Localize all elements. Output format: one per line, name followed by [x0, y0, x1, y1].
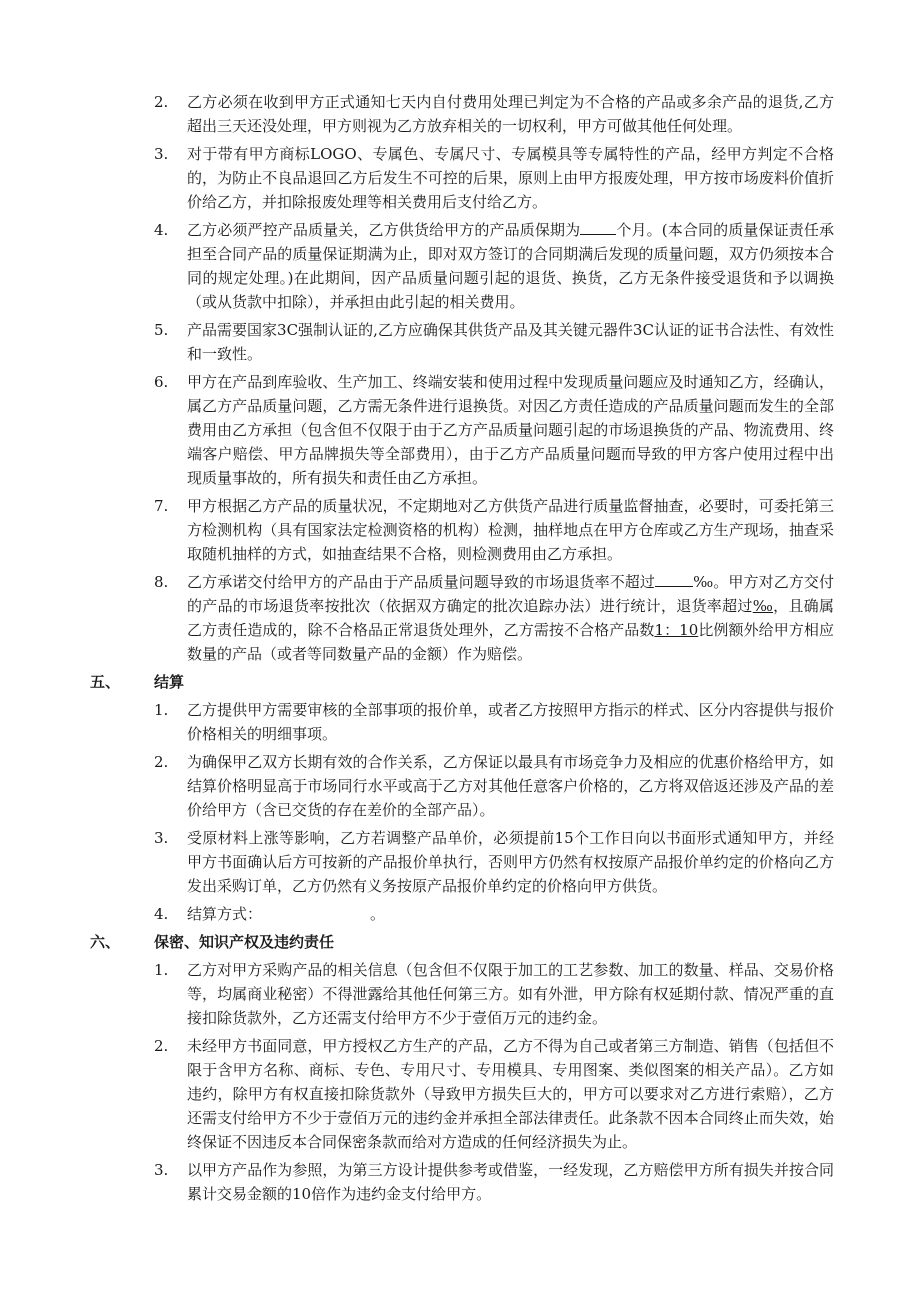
- clause-text: [187, 218, 834, 314]
- clause-number: 7.: [154, 497, 169, 515]
- warranty-months-blank: [580, 218, 616, 235]
- contract-page: [0, 90, 920, 1210]
- clause-confidentiality-3: [154, 1158, 834, 1206]
- clause-settlement-2: [154, 750, 834, 822]
- clause-text-part: ，且确属乙方责任造成的，除不合格品正常退货处理外，乙方需按不合格产品数: [187, 597, 834, 639]
- clause-text-part: ‰。甲方对乙方交付的产品的市场退货率按批次（依据双方确定的批次追踪办法）进行统计，退货率超过: [187, 573, 834, 615]
- clause-text: 为确保甲乙双方长期有效的合作关系，乙方保证以最具有市场竞争力及相应的优惠价格给甲方，如结算价格明显高于市场同行水平或高于乙方对其他任意客户价格的，乙方将双倍返还涉及产品的差价给甲方（含已交货的存在差价的全部产品）。: [187, 753, 834, 819]
- clause-text: 对于带有甲方商标LOGO、专属色、专属尺寸、专属模具等专属特性的产品，经甲方判定不合格的，为防止不良品退回乙方后发生不可控的后果，原则上由甲方报废处理，甲方按市场废料价值折价给乙方，并扣除报废处理等相关费用后支付给乙方。: [187, 145, 834, 211]
- clause-quality-3: [154, 142, 834, 214]
- clause-text: 以甲方产品作为参照，为第三方设计提供参考或借鉴，一经发现，乙方赔偿甲方所有损失并按合同累计交易金额的10倍作为违约金支付给甲方。: [187, 1161, 834, 1203]
- section-number: 六、: [90, 933, 121, 951]
- clause-number: 2.: [154, 753, 169, 771]
- clause-number: 3.: [154, 145, 169, 163]
- clause-number: 1.: [154, 701, 169, 719]
- clause-settlement-3: [154, 826, 834, 898]
- clause-number: 6.: [154, 373, 169, 391]
- clause-text-part: 个月。(本合同的质量保证责任承担至合同产品的质量保证期满为止，即对双方签订的合同期满后发现的质量问题，双方仍须按本合同的规定处理。)在此期间，因产品质量问题引起的退货、换货，乙方无条件接受退货和予以调换（或从货款中扣除），并承担由此引起的相关费用。: [187, 221, 834, 311]
- clause-text: 未经甲方书面同意，甲方授权乙方生产的产品，乙方不得为自己或者第三方制造、销售（包括但不限于含甲方名称、商标、专色、专用尺寸、专用模具、专用图案、类似图案的相关产品）。乙方如违约，除甲方有权直接扣除货款外（导致甲方损失巨大的，甲方可以要求对乙方进行索赔），乙方还需支付给甲方不少于壹佰万元的违约金并承担全部法律责任。此条款不因本合同终止而失效，始终保证不因违反本合同保密条款而给对方造成的任何经济损失为止。: [187, 1037, 834, 1151]
- clause-quality-5: [154, 318, 834, 366]
- clause-confidentiality-2: [154, 1034, 834, 1154]
- section-heading-confidentiality: [0, 930, 920, 954]
- section-title: 保密、知识产权及违约责任: [154, 933, 335, 951]
- clause-text-part: 。: [370, 905, 386, 923]
- clause-text: 乙方对甲方采购产品的相关信息（包含但不仅限于加工的工艺参数、加工的数量、样品、交易价格等，均属商业秘密）不得泄露给其他任何第三方。如有外泄，甲方除有权延期付款、情况严重的直接扣除货款外，乙方还需支付给甲方不少于壹佰万元的违约金。: [187, 961, 834, 1027]
- clause-number: 2.: [154, 1037, 169, 1055]
- section-title: 结算: [154, 673, 185, 691]
- clause-text: 受原材料上涨等影响，乙方若调整产品单价，必须提前15个工作日向以书面形式通知甲方，并经甲方书面确认后方可按新的产品报价单执行，否则甲方仍然有权按原产品报价单约定的价格向乙方发出采购订单，乙方仍然有义务按原产品报价单约定的价格向甲方供货。: [187, 829, 834, 895]
- clause-text: [187, 902, 834, 926]
- clause-number: 5.: [154, 321, 169, 339]
- clause-number: 1.: [154, 961, 169, 979]
- clause-quality-2: [154, 90, 834, 138]
- clause-quality-4: [154, 218, 834, 314]
- clause-settlement-4: [154, 902, 834, 926]
- clause-text: 产品需要国家3C强制认证的,乙方应确保其供货产品及其关键元器件3C认证的证书合法性、有效性和一致性。: [187, 321, 834, 363]
- clause-quality-6: [154, 370, 834, 490]
- clause-confidentiality-1: [154, 958, 834, 1030]
- clause-number: 3.: [154, 1161, 169, 1179]
- clause-text: 甲方根据乙方产品的质量状况，不定期地对乙方供货产品进行质量监督抽查，必要时，可委托第三方检测机构（具有国家法定检测资格的机构）检测，抽样地点在甲方仓库或乙方生产现场，抽查采取随机抽样的方式，如抽查结果不合格，则检测费用由乙方承担。: [187, 497, 834, 563]
- compensation-ratio: 1：10: [654, 621, 699, 639]
- clause-number: 4.: [154, 905, 169, 923]
- clause-quality-8: [154, 570, 834, 666]
- clause-quality-7: [154, 494, 834, 566]
- clause-text-part: 乙方必须严控产品质量关，乙方供货给甲方的产品质保期为: [187, 221, 581, 239]
- clause-text: 乙方提供甲方需要审核的全部事项的报价单，或者乙方按照甲方指示的样式、区分内容提供与报价价格相关的明细事项。: [187, 701, 834, 743]
- return-rate-blank: [655, 570, 693, 587]
- clause-number: 3.: [154, 829, 169, 847]
- clause-text: 甲方在产品到库验收、生产加工、终端安装和使用过程中发现质量问题应及时通知乙方，经确认，属乙方产品质量问题，乙方需无条件进行退换货。对因乙方责任造成的产品质量问题而发生的全部费用由乙方承担（包含但不仅限于由于乙方产品质量问题引起的市场退换货的产品、物流费用、终端客户赔偿、甲方品牌损失等全部费用），由于乙方产品质量问题而导致的甲方客户使用过程中出现质量事故的，所有损失和责任由乙方承担。: [187, 373, 834, 487]
- clause-text-part: 结算方式：: [187, 905, 263, 923]
- section-number: 五、: [90, 673, 121, 691]
- clause-settlement-1: [154, 698, 834, 746]
- clause-text: [187, 570, 834, 666]
- clause-number: 2.: [154, 93, 169, 111]
- return-rate-limit-underlined: ‰: [752, 597, 774, 615]
- clause-text-part: 乙方承诺交付给甲方的产品由于产品质量问题导致的市场退货率不超过: [187, 573, 655, 591]
- clause-number: 4.: [154, 221, 169, 239]
- clause-text: 乙方必须在收到甲方正式通知七天内自付费用处理已判定为不合格的产品或多余产品的退货,乙方超出三天还没处理，甲方则视为乙方放弃相关的一切权利，甲方可做其他任何处理。: [187, 93, 834, 135]
- section-heading-settlement: [0, 670, 920, 694]
- clause-text-part: 比例额外给甲方相应数量的产品（或者等同数量产品的金额）作为赔偿。: [187, 621, 834, 663]
- clause-number: 8.: [154, 573, 169, 591]
